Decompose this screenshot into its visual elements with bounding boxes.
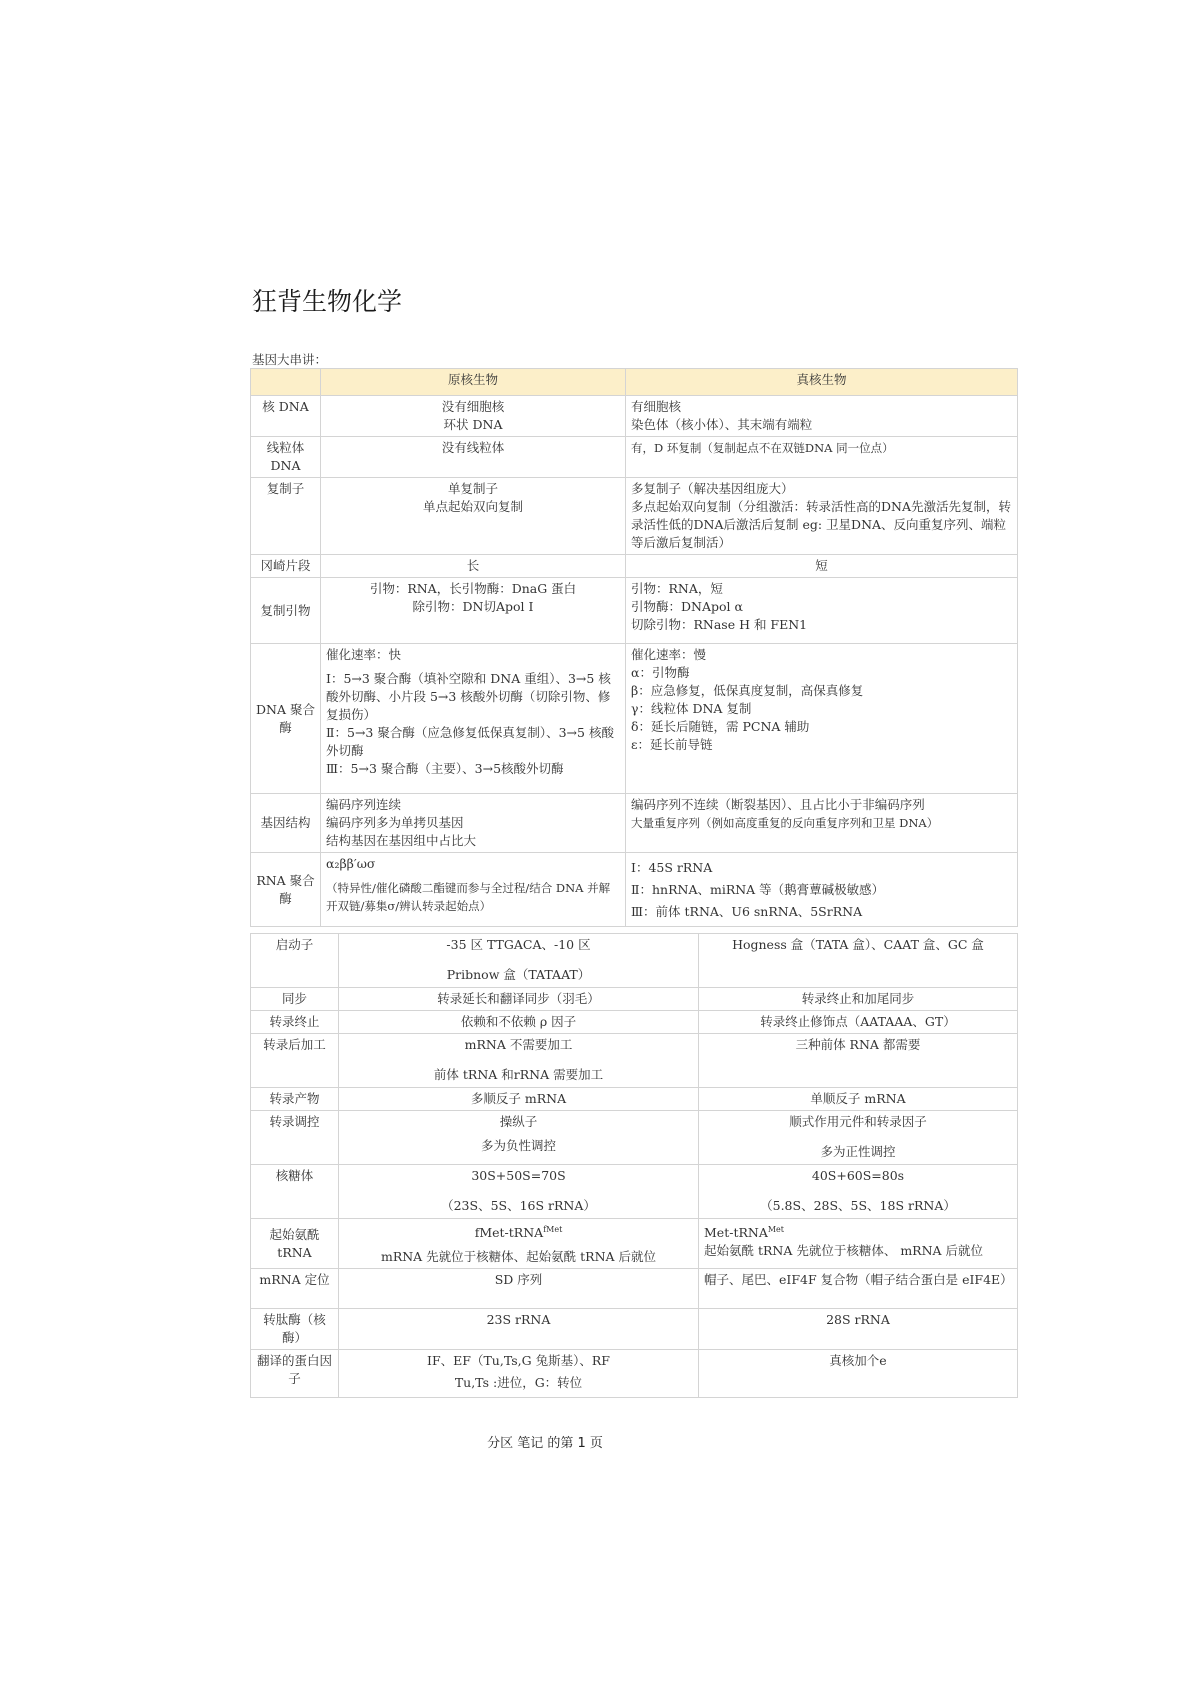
- prok-cell: SD 序列: [339, 1269, 699, 1309]
- row-label: 复制子: [251, 478, 321, 555]
- prok-cell: 单复制子 单点起始双向复制: [321, 478, 626, 555]
- euk-cell: 转录终止修饰点（AATAAA、GT）: [699, 1011, 1018, 1034]
- euk-cell: 短: [626, 555, 1018, 578]
- euk-cell: Hogness 盒（TATA 盒）、CAAT 盒、GC 盒: [699, 934, 1018, 988]
- document-title: 狂背生物化学: [252, 287, 403, 316]
- table-row: [251, 1034, 1018, 1088]
- table-row: [251, 853, 1018, 927]
- table-row: [251, 396, 1018, 437]
- euk-cell: Met-tRNA$^{Met}$ 起始氨酰 tRNA 先就位于核糖体、 mRNA 后就位: [699, 1219, 1018, 1269]
- prok-cell: 多顺反子 mRNA: [339, 1088, 699, 1111]
- row-label: 冈崎片段: [251, 555, 321, 578]
- prok-cell: 30S+50S=70S （23S、5S、16S rRNA）: [339, 1165, 699, 1219]
- table-row: [251, 794, 1018, 853]
- euk-cell: 28S rRNA: [699, 1309, 1018, 1350]
- prok-cell: 长: [321, 555, 626, 578]
- table-row: [251, 478, 1018, 555]
- row-label: mRNA 定位: [251, 1269, 339, 1309]
- prok-cell: α₂ββ′ωσ （特异性/催化磷酸二酯键而参与全过程/结合 DNA 并解开双链/募集σ/辨认转录起始点）: [321, 853, 626, 927]
- table-header-row: [251, 369, 1018, 396]
- prok-cell: 23S rRNA: [339, 1309, 699, 1350]
- euk-cell: 单顺反子 mRNA: [699, 1088, 1018, 1111]
- page-footer: 分区 笔记 的第 1 页: [487, 1436, 603, 1451]
- row-label: 翻译的蛋白因子: [251, 1350, 339, 1398]
- table-row: [251, 555, 1018, 578]
- euk-cell: 顺式作用元件和转录因子 多为正性调控: [699, 1111, 1018, 1165]
- table-row: [251, 578, 1018, 644]
- prok-cell: 没有细胞核 环状 DNA: [321, 396, 626, 437]
- prok-cell: 转录延长和翻译同步（羽毛）: [339, 988, 699, 1011]
- prok-cell: 引物：RNA，长引物酶：DnaG 蛋白 除引物：DN切Apol Ⅰ: [321, 578, 626, 644]
- row-label: 启动子: [251, 934, 339, 988]
- table-row: [251, 1269, 1018, 1309]
- row-label: 核 DNA: [251, 396, 321, 437]
- prok-cell: 编码序列连续 编码序列多为单拷贝基因 结构基因在基因组中占比大: [321, 794, 626, 853]
- row-label: 核糖体: [251, 1165, 339, 1219]
- euk-cell: 有细胞核 染色体（核小体）、其末端有端粒: [626, 396, 1018, 437]
- prok-cell: 依赖和不依赖 ρ 因子: [339, 1011, 699, 1034]
- table-row: [251, 644, 1018, 794]
- table-row: [251, 1011, 1018, 1034]
- prok-cell: fMet-tRNA$^{fMet}$ mRNA 先就位于核糖体、起始氨酰 tRNA 后就位: [339, 1219, 699, 1269]
- euk-cell: Ⅰ：45S rRNA Ⅱ：hnRNA、miRNA 等（鹅膏蕈碱极敏感） Ⅲ：前体 tRNA、U6 snRNA、5SrRNA: [626, 853, 1018, 927]
- intro-text: 基因大串讲：: [252, 352, 328, 367]
- table-row: [251, 988, 1018, 1011]
- row-label: 线粒体 DNA: [251, 437, 321, 478]
- table-row: [251, 1309, 1018, 1350]
- table-row: [251, 1111, 1018, 1165]
- row-label: RNA 聚合酶: [251, 853, 321, 927]
- header-empty: [251, 369, 321, 396]
- table-row: [251, 1165, 1018, 1219]
- comparison-table-transcription: [250, 933, 1018, 1398]
- euk-cell: 多复制子（解决基因组庞大） 多点起始双向复制（分组激活：转录活性高的DNA先激活先复制，转录活性低的DNA后激活后复制 eg: 卫星DNA、反向重复序列、端粒等后激后复制活）: [626, 478, 1018, 555]
- euk-cell: 转录终止和加尾同步: [699, 988, 1018, 1011]
- euk-cell: 三种前体 RNA 都需要: [699, 1034, 1018, 1088]
- euk-cell: 催化速率：慢 α：引物酶 β：应急修复，低保真度复制，高保真修复 γ：线粒体 DNA 复制 δ：延长后随链，需 PCNA 辅助 ε：延长前导链: [626, 644, 1018, 794]
- row-label: 复制引物: [251, 578, 321, 644]
- prok-cell: IF、EF（Tu,Ts,G 兔斯基）、RF Tu,Ts :进位，G：转位: [339, 1350, 699, 1398]
- table-row: [251, 437, 1018, 478]
- prok-cell: 操纵子 多为负性调控: [339, 1111, 699, 1165]
- table-row: [251, 934, 1018, 988]
- row-label: 转录产物: [251, 1088, 339, 1111]
- row-label: 起始氨酰 tRNA: [251, 1219, 339, 1269]
- row-label: 转录调控: [251, 1111, 339, 1165]
- prok-cell: 没有线粒体: [321, 437, 626, 478]
- row-label: 转录终止: [251, 1011, 339, 1034]
- row-label: 基因结构: [251, 794, 321, 853]
- prok-cell: mRNA 不需要加工 前体 tRNA 和rRNA 需要加工: [339, 1034, 699, 1088]
- comparison-table-replication: [250, 368, 1018, 927]
- euk-cell: 引物：RNA，短 引物酶：DNApol α 切除引物：RNase H 和 FEN1: [626, 578, 1018, 644]
- euk-cell: 有，D 环复制（复制起点不在双链DNA 同一位点）: [626, 437, 1018, 478]
- table-row: [251, 1219, 1018, 1269]
- euk-cell: 真核加个e: [699, 1350, 1018, 1398]
- row-label: DNA 聚合酶: [251, 644, 321, 794]
- prok-cell: 催化速率：快 Ⅰ：5→3 聚合酶（填补空隙和 DNA 重组）、3→5 核酸外切酶、小片段 5→3 核酸外切酶（切除引物、修复损伤） Ⅱ：5→3 聚合酶（应急修复低保真复制）、3→5 核酸外切酶 Ⅲ：5→3 聚合酶（主要）、3→5核酸外切酶: [321, 644, 626, 794]
- header-eukaryote: 真核生物: [626, 369, 1018, 396]
- euk-cell: 编码序列不连续（断裂基因）、且占比小于非编码序列 大量重复序列（例如高度重复的反向重复序列和卫星 DNA）: [626, 794, 1018, 853]
- euk-cell: 帽子、尾巴、eIF4F 复合物（帽子结合蛋白是 eIF4E）: [699, 1269, 1018, 1309]
- row-label: 同步: [251, 988, 339, 1011]
- row-label: 转录后加工: [251, 1034, 339, 1088]
- row-label: 转肽酶（核酶）: [251, 1309, 339, 1350]
- header-prokaryote: 原核生物: [321, 369, 626, 396]
- euk-cell: 40S+60S=80s （5.8S、28S、5S、18S rRNA）: [699, 1165, 1018, 1219]
- table-row: [251, 1350, 1018, 1398]
- table-row: [251, 1088, 1018, 1111]
- prok-cell: -35 区 TTGACA、-10 区 Pribnow 盒（TATAAT）: [339, 934, 699, 988]
